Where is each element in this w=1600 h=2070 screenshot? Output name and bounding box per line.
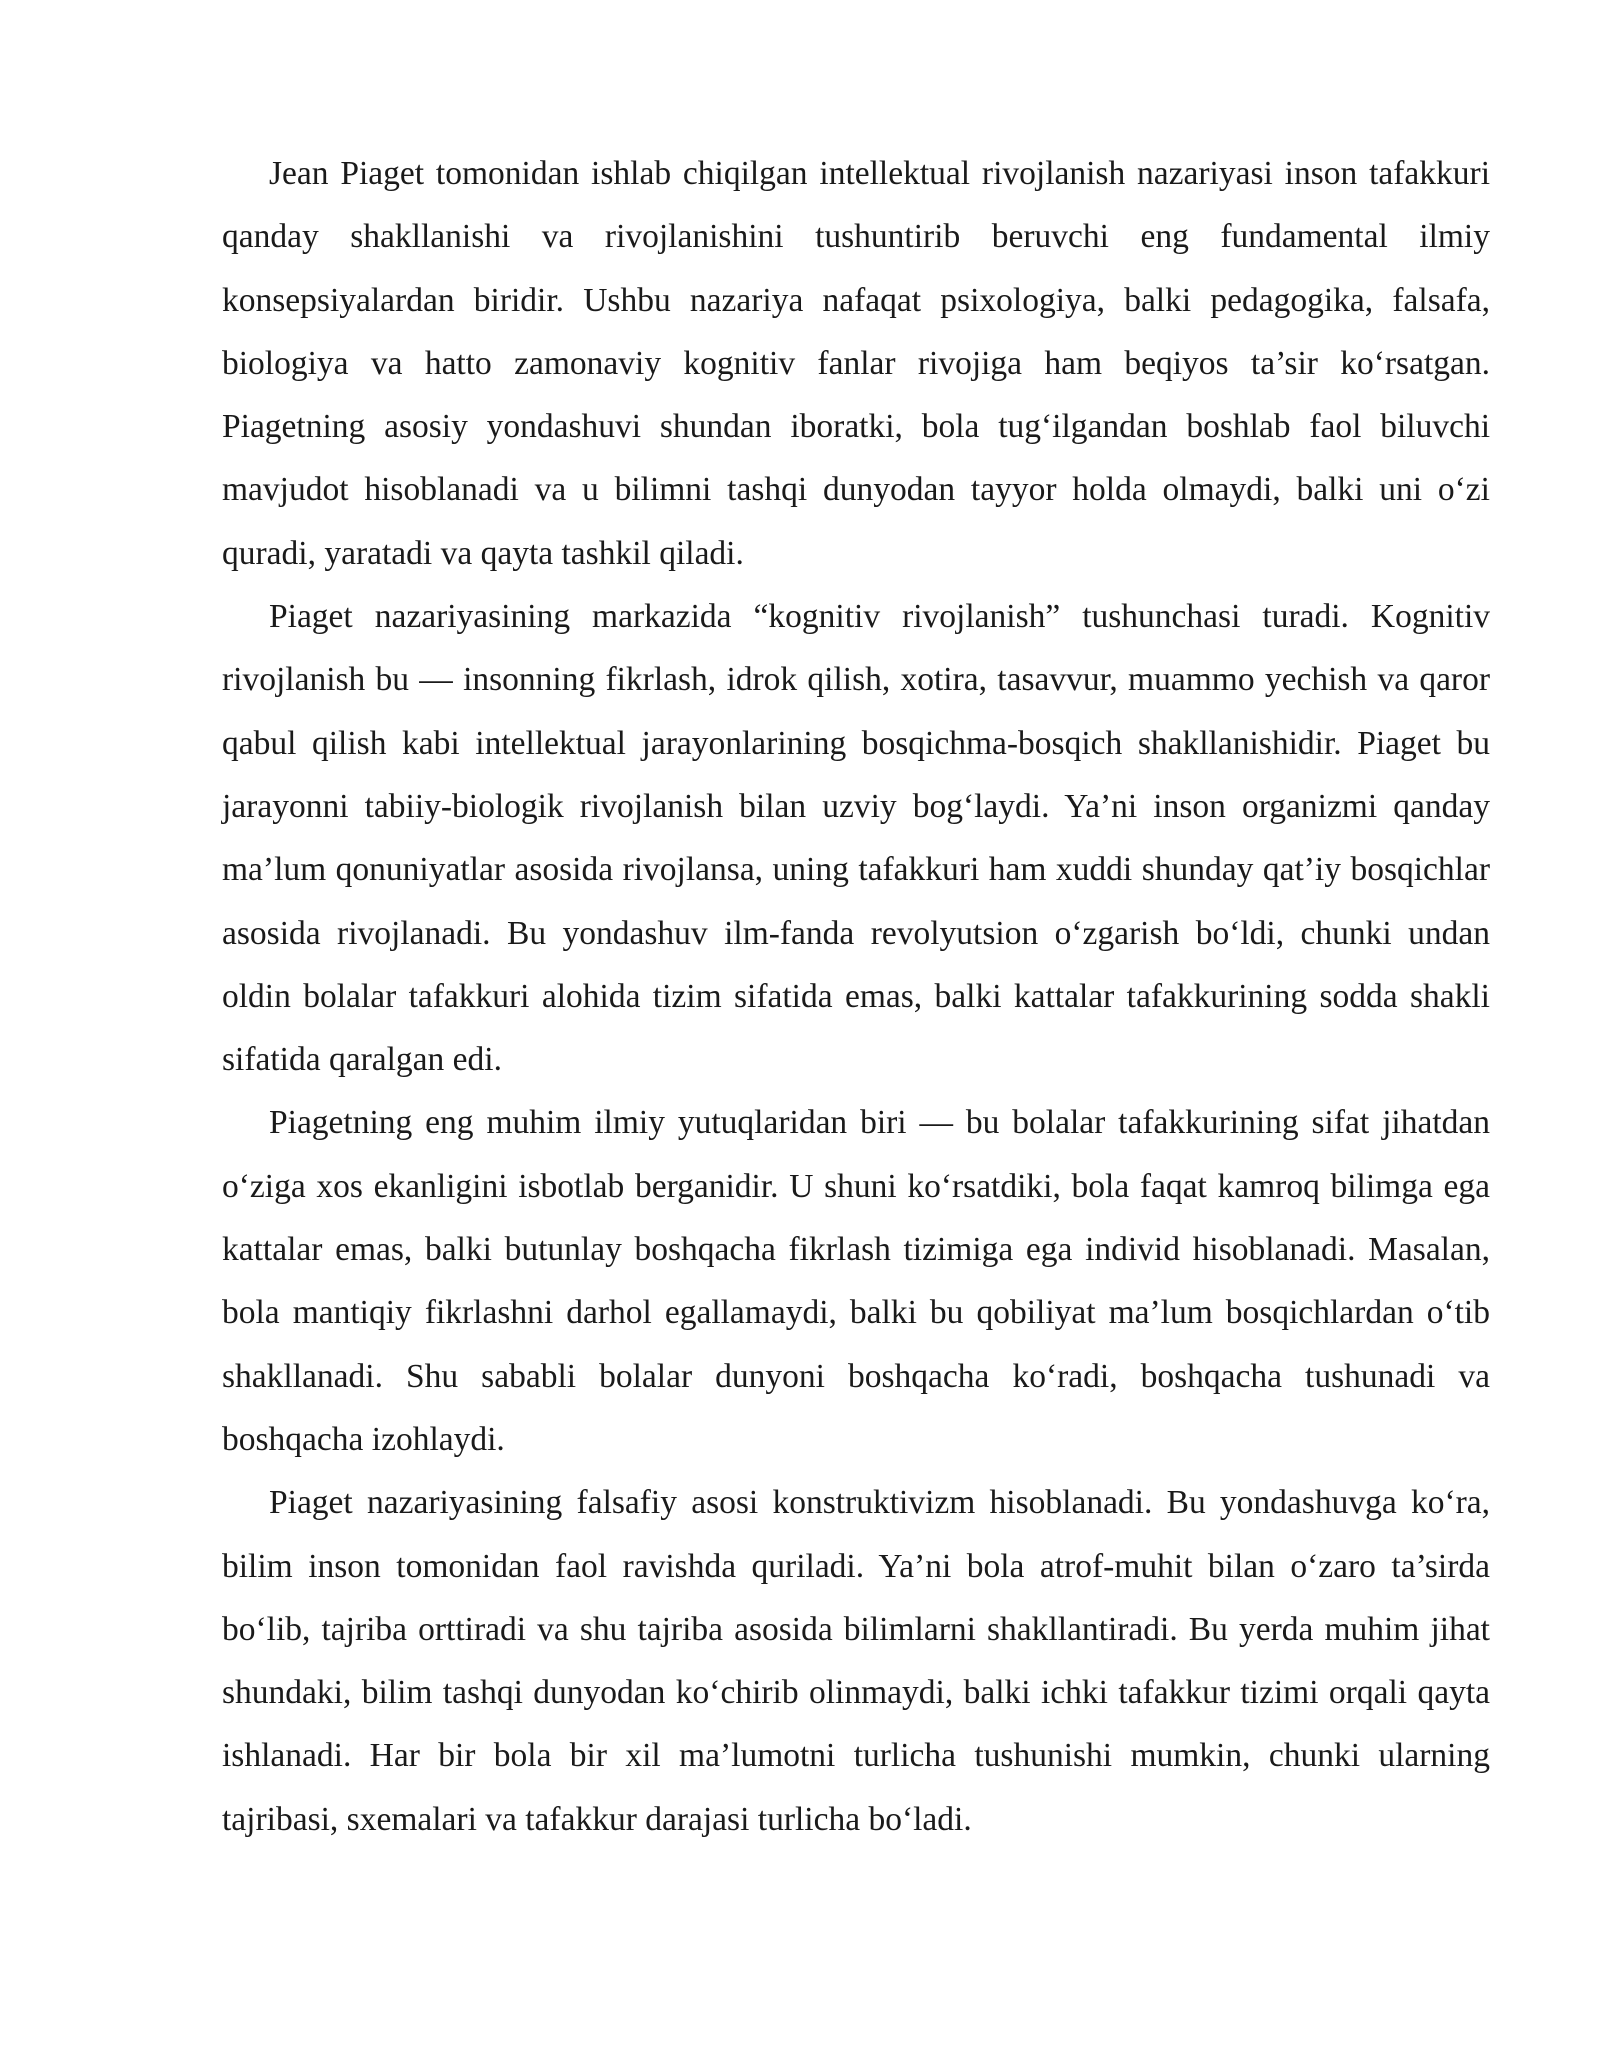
paragraph: Piagetning eng muhim ilmiy yutuqlaridan biri — bu bolalar tafakkurining sifat jihatdan o‘ziga xos ekanligini isbotlab berganidir. U shuni ko‘rsatdiki, bola faqat kamroq bilimga ega kattalar emas, balki butunlay boshqacha fikrlash tizimiga ega individ hisoblanadi. Masalan, bola mantiqiy fikrlashni darhol egallamaydi, balki bu qobiliyat ma’lum bosqichlardan o‘tib shakllanadi. Shu sababli bolalar dunyoni boshqacha ko‘radi, boshqacha tushunadi va boshqacha izohlaydi. [222,1104,1490,1458]
paragraph: Jean Piaget tomonidan ishlab chiqilgan intellektual rivojlanish nazariyasi inson tafakkuri qanday shakllanishi va rivojlanishini tushuntirib beruvchi eng fundamental ilmiy konsepsiyalardan biridir. Ushbu nazariya nafaqat psixologiya, balki pedagogika, falsafa, biologiya va hatto zamonaviy kognitiv fanlar rivojiga ham beqiyos ta’sir ko‘rsatgan. Piagetning asosiy yondashuvi shundan iboratki, bola tug‘ilgandan boshlab faol biluvchi mavjudot hisoblanadi va u bilimni tashqi dunyodan tayyor holda olmaydi, balki uni o‘zi quradi, yaratadi va qayta tashkil qiladi. [222,155,1490,572]
document-body [222,142,1490,1851]
paragraph: Piaget nazariyasining markazida “kognitiv rivojlanish” tushunchasi turadi. Kognitiv rivojlanish bu — insonning fikrlash, idrok qilish, xotira, tasavvur, muammo yechish va qaror qabul qilish kabi intellektual jarayonlarining bosqichma-bosqich shakllanishidir. Piaget bu jarayonni tabiiy-biologik rivojlanish bilan uzviy bog‘laydi. Ya’ni inson organizmi qanday ma’lum qonuniyatlar asosida rivojlansa, uning tafakkuri ham xuddi shunday qat’iy bosqichlar asosida rivojlanadi. Bu yondashuv ilm-fanda revolyutsion o‘zgarish bo‘ldi, chunki undan oldin bolalar tafakkuri alohida tizim sifatida emas, balki kattalar tafakkurining sodda shakli sifatida qaralgan edi. [222,598,1490,1079]
paragraph: Piaget nazariyasining falsafiy asosi konstruktivizm hisoblanadi. Bu yondashuvga ko‘ra, bilim inson tomonidan faol ravishda quriladi. Ya’ni bola atrof-muhit bilan o‘zaro ta’sirda bo‘lib, tajriba orttiradi va shu tajriba asosida bilimlarni shakllantiradi. Bu yerda muhim jihat shundaki, bilim tashqi dunyodan ko‘chirib olinmaydi, balki ichki tafakkur tizimi orqali qayta ishlanadi. Har bir bola bir xil ma’lumotni turlicha tushunishi mumkin, chunki ularning tajribasi, sxemalari va tafakkur darajasi turlicha bo‘ladi. [222,1484,1490,1838]
